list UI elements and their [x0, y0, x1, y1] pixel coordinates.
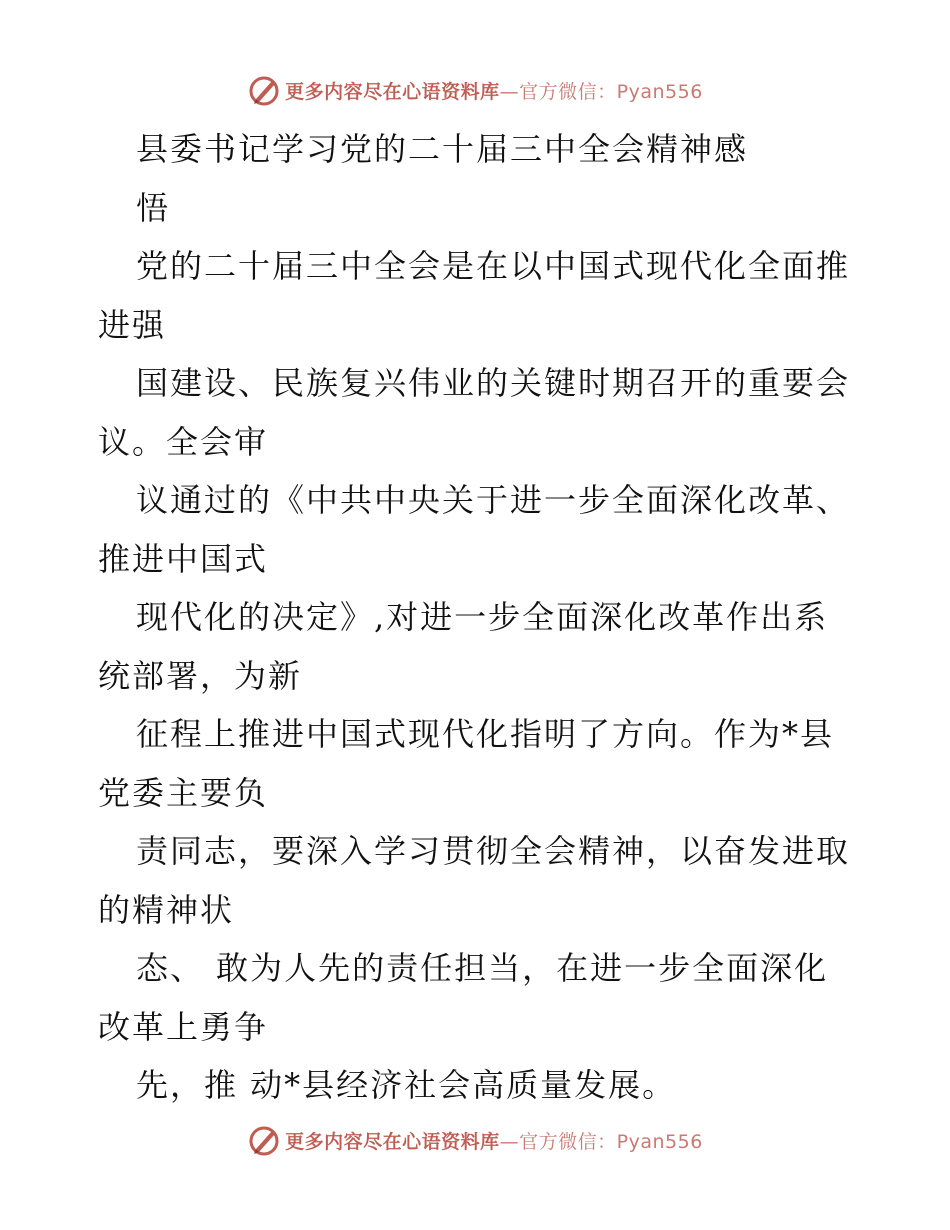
text-line: 征程上推进中国式现代化指明了方向。作为*县 — [136, 715, 835, 753]
text-line: 态、 敢为人先的责任担当，在进一步全面深化 — [136, 949, 829, 987]
text-line: 先，推 动*县经济社会高质量发展。 — [136, 1066, 677, 1104]
pen-logo-icon — [247, 1123, 281, 1157]
watermark-text: 更多内容尽在心语资料库—官方微信：Pyan556 — [285, 1130, 703, 1153]
text-line: 议。全会审 — [98, 422, 269, 461]
text-line: 现代化的决定》,对进一步全面深化改革作出系 — [136, 598, 829, 636]
text-line: 责同志，要深入学习贯彻全会精神，以奋发进取 — [136, 832, 851, 870]
watermark-text: 更多内容尽在心语资料库—官方微信：Pyan556 — [285, 80, 703, 103]
document-body — [98, 120, 868, 1115]
text-line: 改革上勇争 — [98, 1007, 269, 1046]
text-line: 国建设、民族复兴伟业的关键时期召开的重要会 — [136, 364, 851, 402]
text-line: 县委书记学习党的二十届三中全会精神感 — [136, 130, 749, 168]
text-line: 党委主要负 — [98, 773, 269, 812]
text-line: 推进中国式 — [98, 539, 269, 578]
pen-logo-icon — [247, 73, 281, 107]
text-line: 悟 — [136, 188, 171, 227]
text-line: 议通过的《中共中央关于进一步全面深化改革、 — [136, 481, 851, 519]
text-line: 统部署，为新 — [98, 656, 303, 695]
text-line: 的精神状 — [98, 890, 235, 929]
text-line: 进强 — [98, 305, 167, 344]
header-watermark — [0, 70, 950, 110]
text-line: 党的二十届三中全会是在以中国式现代化全面推 — [136, 247, 851, 285]
footer-watermark — [0, 1120, 950, 1160]
